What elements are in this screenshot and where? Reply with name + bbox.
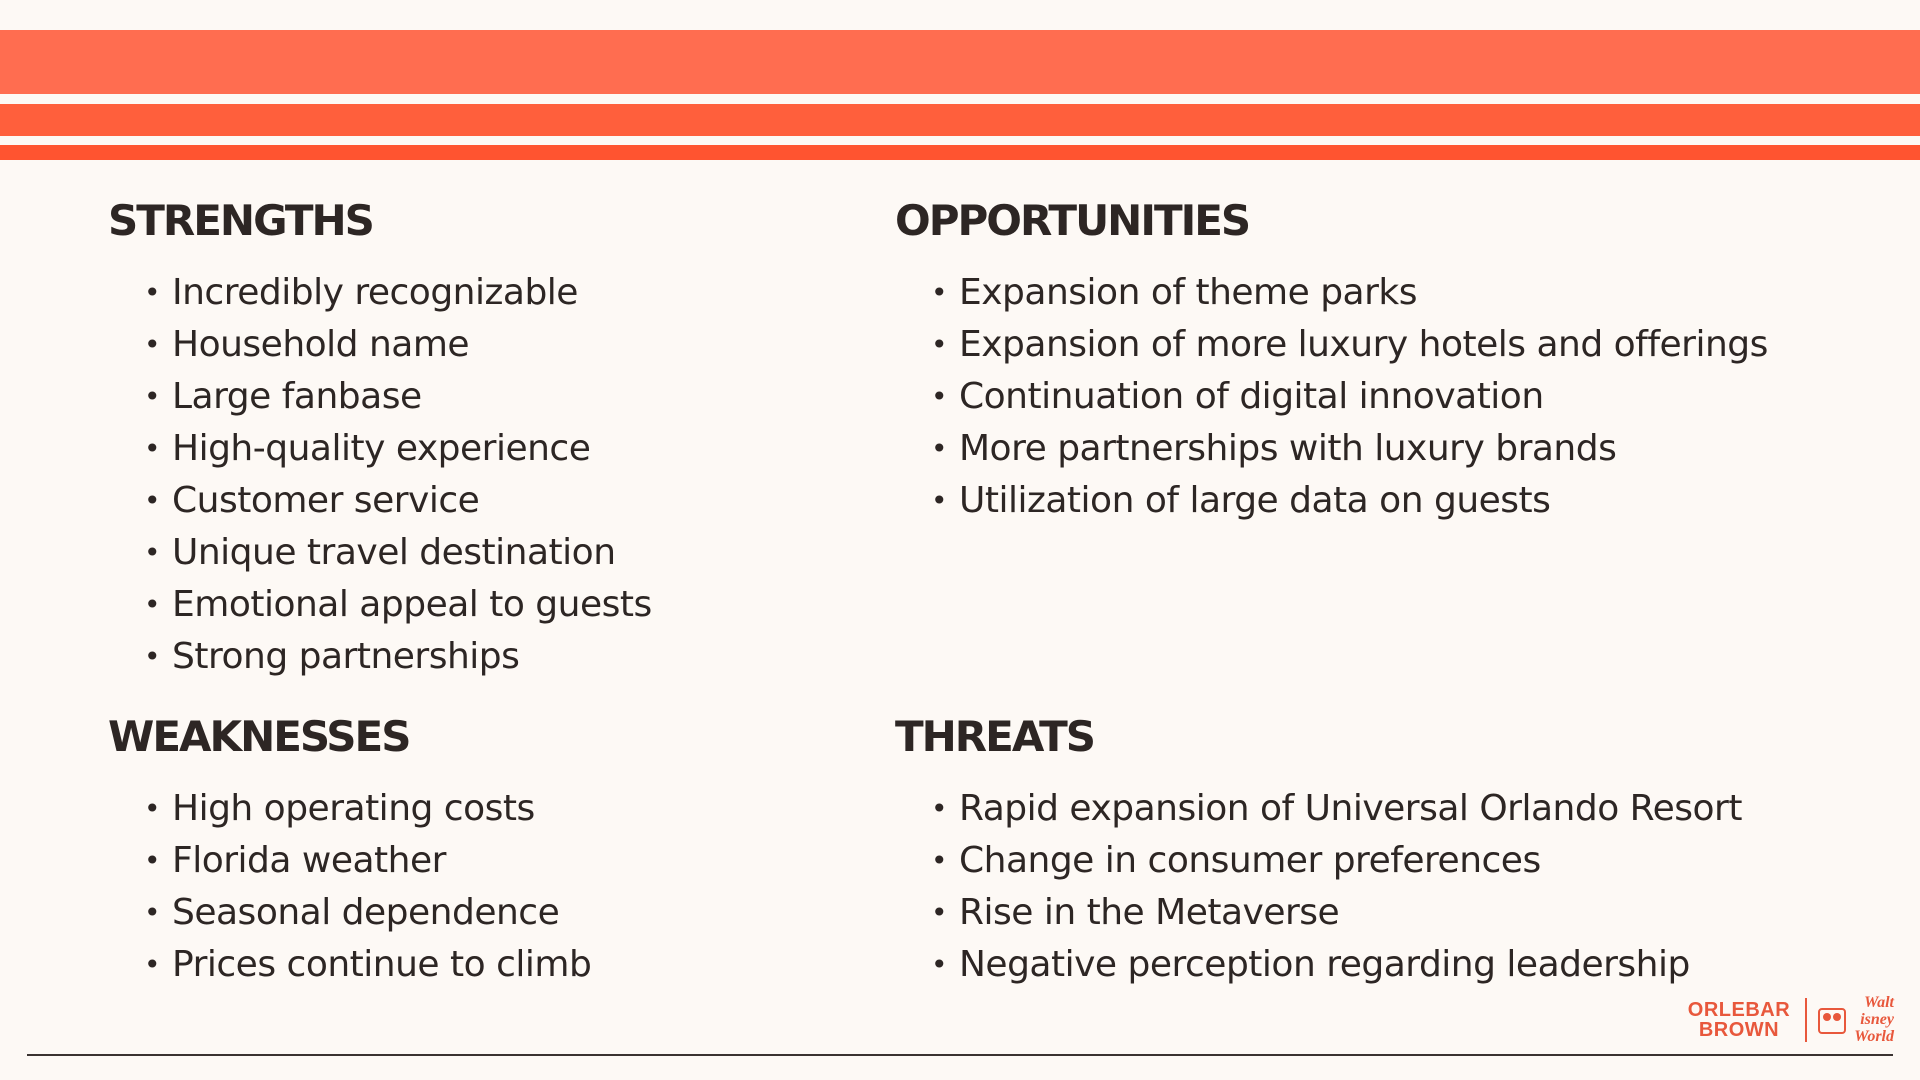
list-item: • Customer service bbox=[144, 475, 968, 527]
list-item: • Florida weather bbox=[144, 835, 968, 887]
header-stripe-3 bbox=[0, 145, 1920, 160]
orlebar-logo-line-1: ORLEBAR bbox=[1687, 999, 1791, 1021]
footer-rule bbox=[27, 1054, 1893, 1056]
list-item: • High operating costs bbox=[144, 783, 968, 835]
list-item: • High-quality experience bbox=[144, 423, 968, 475]
list-item: • Strong partnerships bbox=[144, 631, 968, 683]
list-item: • Continuation of digital innovation bbox=[931, 371, 1755, 423]
opportunities-title: OPPORTUNITIES bbox=[895, 196, 1250, 245]
logo-divider bbox=[1805, 998, 1807, 1042]
weaknesses-section bbox=[108, 711, 968, 991]
list-item: • Negative perception regarding leadership bbox=[931, 939, 1755, 991]
threats-section bbox=[895, 711, 1755, 991]
list-item: • Large fanbase bbox=[144, 371, 968, 423]
orlebar-logo-line-2: BROWN bbox=[1698, 1019, 1780, 1041]
wdw-logo-line-3: World bbox=[1854, 1028, 1894, 1045]
wdw-logo-line-1: Walt bbox=[1864, 994, 1894, 1011]
list-item: • Expansion of theme parks bbox=[931, 267, 1755, 319]
weaknesses-list bbox=[108, 783, 968, 991]
strengths-section bbox=[108, 195, 968, 683]
strengths-list bbox=[108, 267, 968, 683]
list-item: • Rise in the Metaverse bbox=[931, 887, 1755, 939]
list-item: • Household name bbox=[144, 319, 968, 371]
list-item: • Seasonal dependence bbox=[144, 887, 968, 939]
list-item: • More partnerships with luxury brands bbox=[931, 423, 1755, 475]
header-stripe-2 bbox=[0, 104, 1920, 136]
mickey-icon bbox=[1818, 1008, 1846, 1034]
list-item: • Rapid expansion of Universal Orlando Resort bbox=[931, 783, 1755, 835]
footer-logos bbox=[1684, 994, 1894, 1046]
list-item: • Unique travel destination bbox=[144, 527, 968, 579]
strengths-title: STRENGTHS bbox=[108, 196, 373, 245]
orlebar-brown-logo bbox=[1684, 1000, 1794, 1040]
threats-title: THREATS bbox=[895, 712, 1094, 761]
list-item: • Change in consumer preferences bbox=[931, 835, 1755, 887]
list-item: • Expansion of more luxury hotels and offerings bbox=[931, 319, 1755, 371]
list-item: • Incredibly recognizable bbox=[144, 267, 968, 319]
opportunities-section bbox=[895, 195, 1768, 527]
walt-disney-world-logo bbox=[1848, 994, 1894, 1045]
list-item: • Emotional appeal to guests bbox=[144, 579, 968, 631]
list-item: • Prices continue to climb bbox=[144, 939, 968, 991]
header-stripe-1 bbox=[0, 30, 1920, 94]
wdw-logo-line-2: isney bbox=[1860, 1011, 1894, 1028]
threats-list bbox=[895, 783, 1755, 991]
opportunities-list bbox=[895, 267, 1768, 527]
list-item: • Utilization of large data on guests bbox=[931, 475, 1755, 527]
weaknesses-title: WEAKNESSES bbox=[108, 712, 410, 761]
